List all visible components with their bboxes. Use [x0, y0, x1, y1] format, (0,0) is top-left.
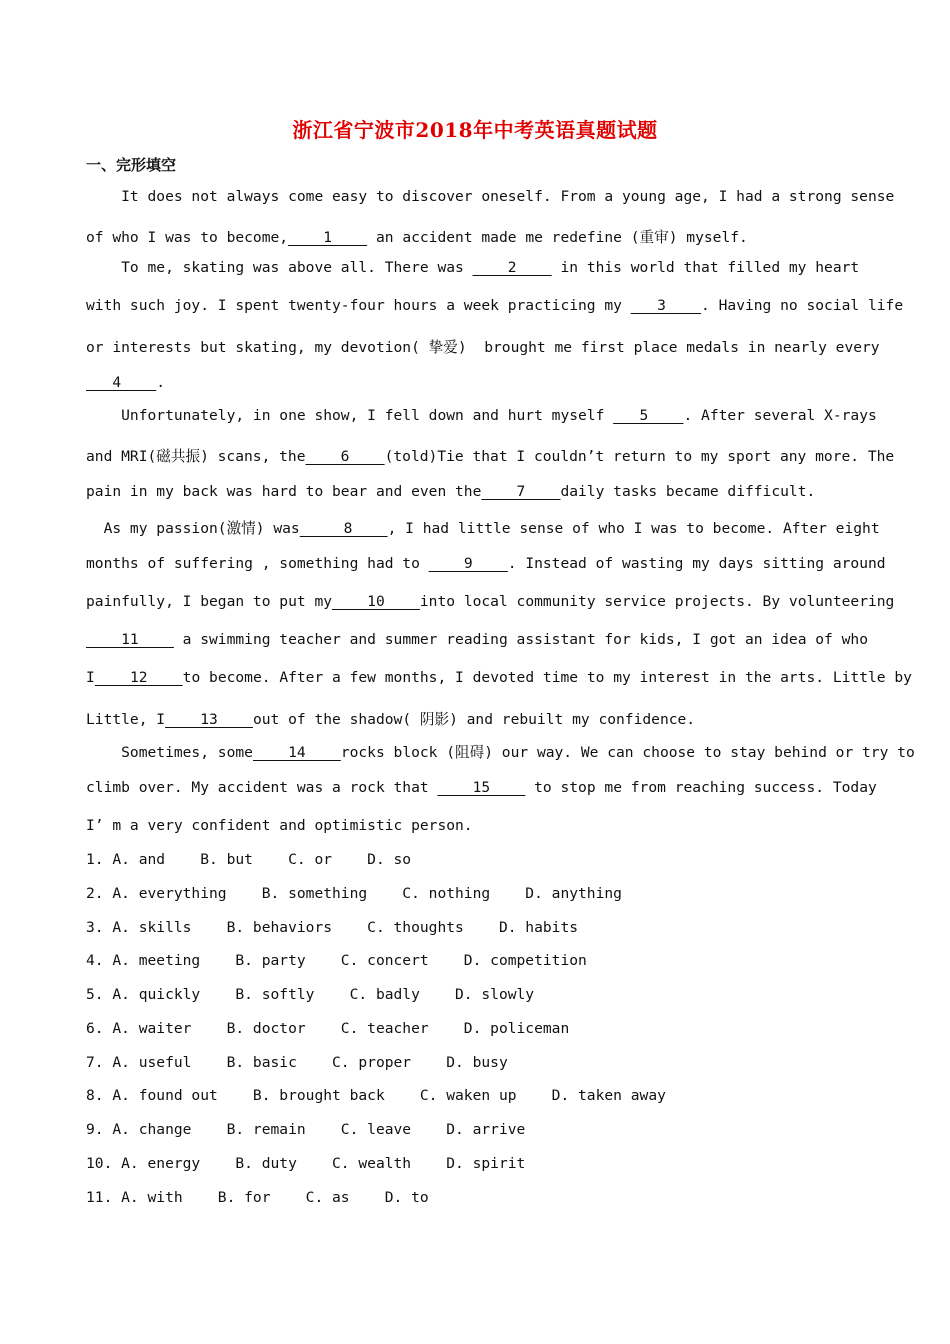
passage-line: or interests but skating, my devotion( 挚爱) brought me first place medals in nearly every	[86, 339, 880, 356]
passage-line: Sometimes, some 14 rocks block (阻碍) our way. We can choose to stay behind or try to	[86, 744, 915, 761]
passage-line: with such joy. I spent twenty-four hours a week practicing my 3 . Having no social life	[86, 297, 904, 314]
passage-line: I’ m a very confident and optimistic person.	[86, 817, 473, 834]
blank-3[interactable]: 3	[630, 297, 702, 314]
page-title: 浙江省宁波市2018年中考英语真题试题	[292, 118, 658, 142]
blank-8[interactable]: 8	[299, 520, 388, 537]
blank-1[interactable]: 1	[288, 229, 368, 246]
section-heading: 一、完形填空	[86, 156, 177, 174]
passage-line: It does not always come easy to discover oneself. From a young age, I had a strong sense	[86, 188, 895, 205]
passage-line: climb over. My accident was a rock that 15 to stop me from reaching success. Today	[86, 779, 877, 796]
passage-line: pain in my back was hard to bear and even the 7 daily tasks became difficult.	[86, 483, 816, 500]
blank-12[interactable]: 12	[94, 669, 183, 686]
option-row: 8. A. found out B. brought back C. waken up D. taken away	[86, 1087, 666, 1104]
blank-9[interactable]: 9	[428, 555, 508, 572]
blank-5[interactable]: 5	[613, 407, 684, 424]
blank-2[interactable]: 2	[472, 259, 552, 276]
blank-14[interactable]: 14	[252, 744, 341, 761]
option-row: 6. A. waiter B. doctor C. teacher D. policeman	[86, 1020, 570, 1037]
passage-line: As my passion(激情) was 8 , I had little sense of who I was to become. After eight	[86, 520, 880, 537]
blank-10[interactable]: 10	[332, 593, 420, 610]
option-row: 1. A. and B. but C. or D. so	[86, 851, 412, 868]
passage-line: Little, I 13 out of the shadow( 阴影) and rebuilt my confidence.	[86, 711, 696, 728]
option-row: 10. A. energy B. duty C. wealth D. spirit	[86, 1155, 526, 1172]
passage-line: I 12 to become. After a few months, I devoted time to my interest in the arts. Little by	[86, 669, 912, 686]
passage-line: and MRI(磁共振) scans, the 6 (told)Tie that I couldn’t return to my sport any more. The	[86, 448, 895, 465]
blank-4[interactable]: 4	[86, 374, 157, 391]
passage-line: of who I was to become, 1 an accident made me redefine (重审) myself.	[86, 229, 748, 246]
blank-13[interactable]: 13	[165, 711, 253, 728]
passage-line: To me, skating was above all. There was 2 in this world that filled my heart	[86, 259, 860, 276]
option-row: 2. A. everything B. something C. nothing D. anything	[86, 885, 622, 902]
passage-line: 4 .	[86, 374, 166, 391]
passage-line: painfully, I began to put my 10 into local community service projects. By volunteering	[86, 593, 895, 610]
blank-11[interactable]: 11	[86, 631, 174, 648]
blank-15[interactable]: 15	[437, 779, 526, 796]
option-row: 9. A. change B. remain C. leave D. arrive	[86, 1121, 526, 1138]
passage-line: months of suffering , something had to 9 . Instead of wasting my days sitting around	[86, 555, 886, 572]
option-row: 4. A. meeting B. party C. concert D. competition	[86, 952, 587, 969]
option-row: 11. A. with B. for C. as D. to	[86, 1189, 429, 1206]
blank-7[interactable]: 7	[481, 483, 561, 500]
option-row: 7. A. useful B. basic C. proper D. busy	[86, 1054, 508, 1071]
option-row: 5. A. quickly B. softly C. badly D. slowly	[86, 986, 535, 1003]
option-row: 3. A. skills B. behaviors C. thoughts D. habits	[86, 919, 579, 936]
passage-line: 11 a swimming teacher and summer reading assistant for kids, I got an idea of who	[86, 631, 868, 648]
passage-line: Unfortunately, in one show, I fell down and hurt myself 5 . After several X-rays	[86, 407, 877, 424]
blank-6[interactable]: 6	[305, 448, 385, 465]
